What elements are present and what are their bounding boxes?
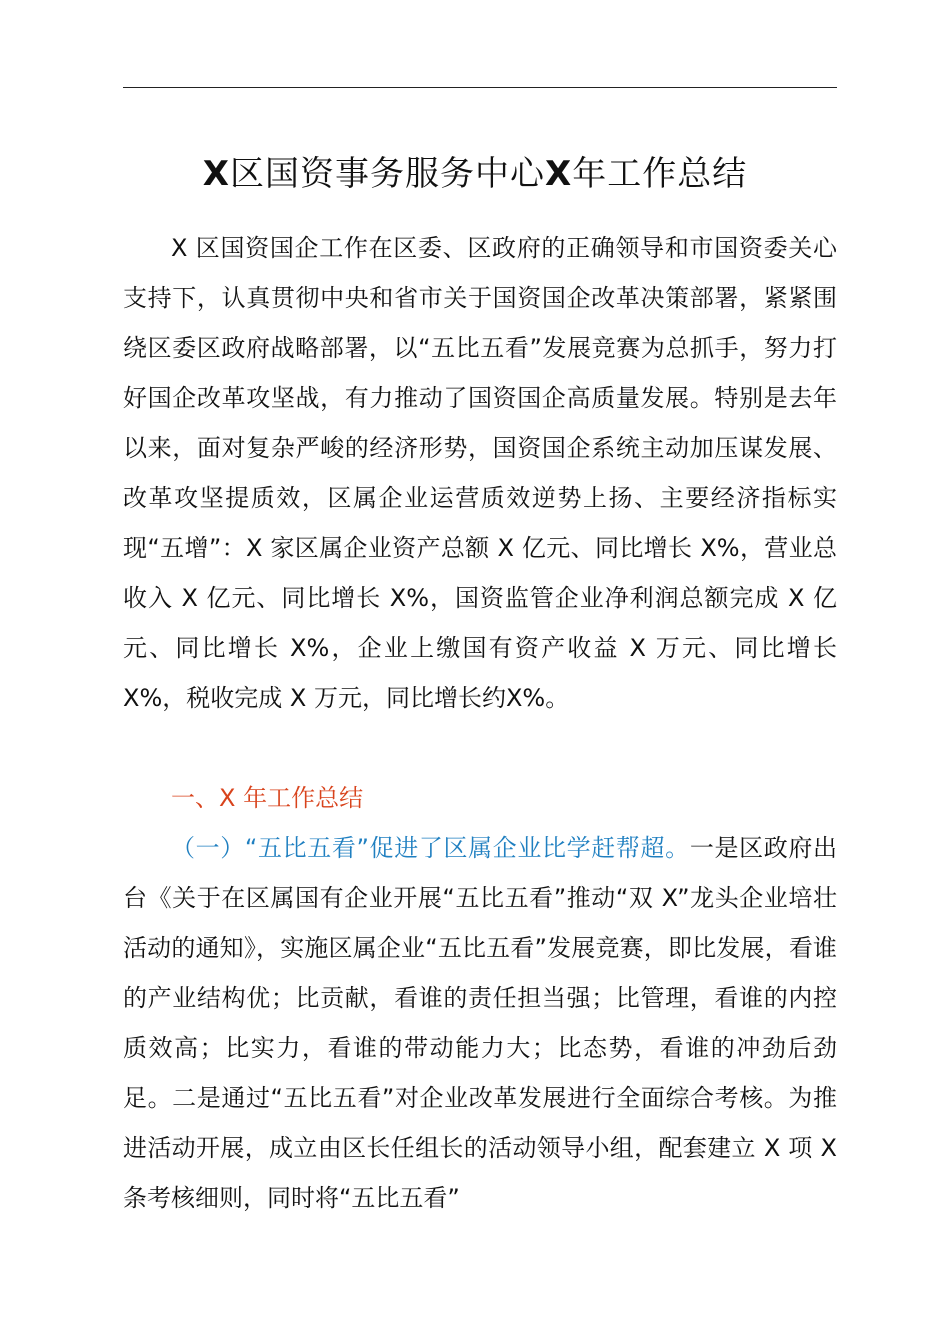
intro-paragraph: X 区国资国企工作在区委、区政府的正确领导和市国资委关心支持下，认真贯彻中央和省市关于国资国企改革决策部署，紧紧围绕区委区政府战略部署，以“五比五看”发展竞赛为总抓手，努力打好国企改革攻坚战，有力推动了国资国企高质量发展。特别是去年以来，面对复杂严峻的经济形势，国资国企系统主动加压谋发展、改革攻坚提质效，区属企业运营质效逆势上扬、主要经济指标实现“五增”：X 家区属企业资产总额 X 亿元、同比增长 X%，营业总收入 X 亿元、同比增长 X%，国资监管企业净利润总额完成 X 亿元、同比增长 X%，企业上缴国有资产收益 X 万元、同比增长 X%，税收完成 X 万元，同比增长约X%。 [123, 234, 837, 712]
title-suffix: 年工作总结 [572, 154, 748, 194]
subsection-paragraph [123, 823, 837, 1223]
title-middle: 区国资事务服务中心 [230, 154, 545, 194]
header-rule [123, 87, 837, 88]
subsection-heading: （一）“五比五看”促进了区属企业比学赶帮超。 [171, 834, 690, 862]
title-prefix: X [202, 154, 230, 194]
title-x: X [545, 154, 573, 194]
section-heading: 一、X 年工作总结 [171, 784, 364, 812]
document-title [0, 146, 950, 202]
subsection-body: 一是区政府出台《关于在区属国有企业开展“五比五看”推动“双 X”龙头企业培壮活动的通知》，实施区属企业“五比五看”发展竞赛，即比发展，看谁的产业结构优；比贡献，看谁的责任担当强；比管理，看谁的内控质效高；比实力，看谁的带动能力大；比态势，看谁的冲劲后劲足。二是通过“五比五看”对企业改革发展进行全面综合考核。为推进活动开展，成立由区长任组长的活动领导小组，配套建立 X 项 X 条考核细则，同时将“五比五看” [123, 834, 837, 1212]
